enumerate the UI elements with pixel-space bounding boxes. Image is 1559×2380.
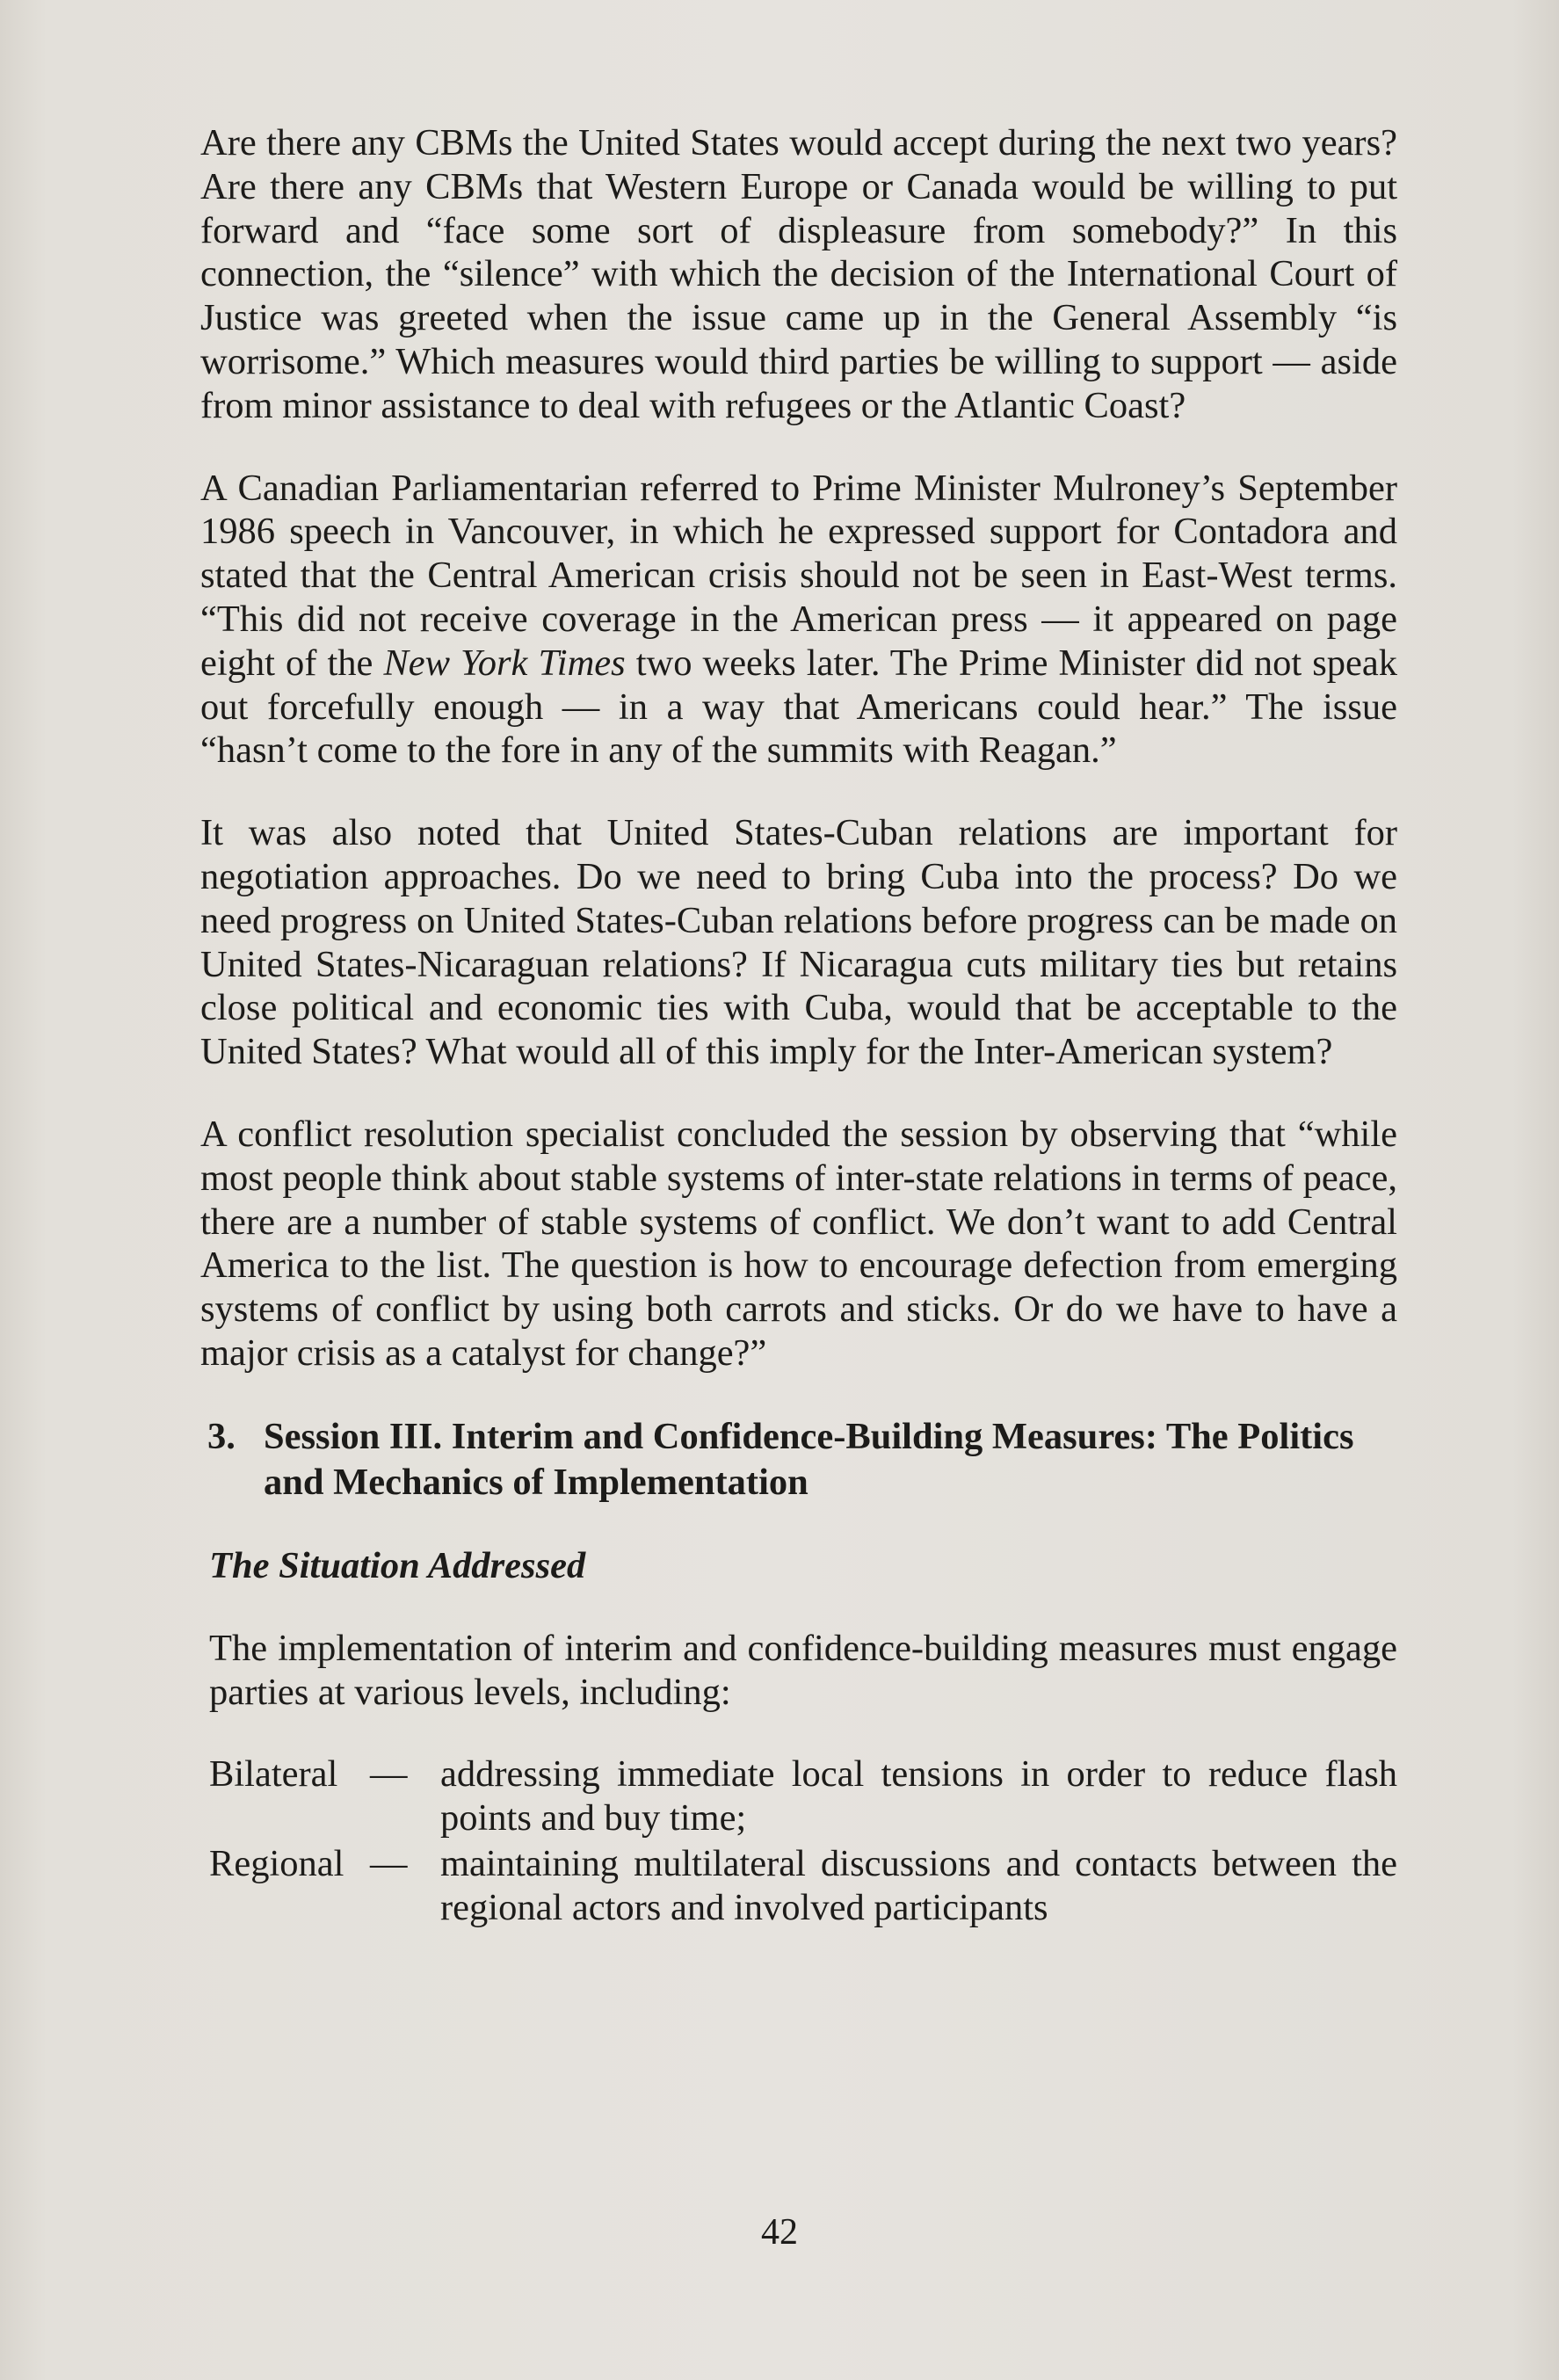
page-number: 42 (761, 2212, 798, 2253)
section-number: 3. (207, 1415, 236, 1457)
page-body (200, 121, 1397, 1932)
paragraph-cbms-questions: Are there any CBMs the United States would accept during the next two years? Are there any CBMs that Western Europe or Canada would be willing to put forward and “face some sort of displeasure from somebody?” In this connection, the “silence” with which the decision of the International Court of Justice was greeted when the issue came up in the General Assembly “is worrisome.” Which measures would third parties be willing to support — aside from minor assistance to deal with refugees or the Atlantic Coast? (200, 122, 1397, 426)
level-description: maintaining multilateral discussions and contacts between the regional actors and involved participants (440, 1843, 1397, 1929)
paragraph-intro: The implementation of interim and confidence-building measures must engage parties at various levels, including: (209, 1627, 1397, 1713)
level-item-regional (209, 1842, 1397, 1930)
paragraph-text-after: two weeks later. The Prime Minister did not speak out forcefully enough — in a way that Americans could hear.” The issue “hasn’t come to the fore in any of the summits with Reagan.” (200, 642, 1398, 772)
level-term: Bilateral (209, 1753, 338, 1796)
paragraph-us-cuban-relations: It was also noted that United States-Cuban relations are important for negotiation approaches. Do we need to bring Cuba into the process? Do we need progress on United States-Cuban relations before progress can be made on United States-Nicaraguan relations? If Nicaragua cuts military ties but retains close political and economic ties with Cuba, would that be acceptable to the United States? What would all of this imply for the Inter-American system? (200, 812, 1397, 1073)
section-title: Session III. Interim and Confidence-Building Measures: The Politics and Mechanics of Implementation (264, 1415, 1354, 1503)
level-dash: — (370, 1753, 408, 1796)
subsection-heading: The Situation Addressed (209, 1544, 586, 1586)
paragraph-canadian-parliamentarian (200, 467, 1397, 773)
level-term: Regional (209, 1843, 344, 1885)
paragraph-text-before: A Canadian Parliamentarian referred to Prime Minister Mulroney’s September 1986 speech in Vancouver, in which he expressed support for Contadora and stated that the Central American crisis should not be seen in East-West terms. “This did not receive coverage in the American press — it appeared on page eight of the (200, 467, 1397, 684)
publication-title: New York Times (383, 642, 626, 684)
paragraph-conflict-resolution: A conflict resolution specialist concluded the session by observing that “while most people think about stable systems of inter-state relations in terms of peace, there are a number of stable systems of conflict. We don’t want to add Central America to the list. The question is how to encourage defection from emerging systems of conflict by using both carrots and sticks. Or do we have to have a major crisis as a catalyst for change?” (200, 1113, 1397, 1374)
level-dash: — (370, 1843, 408, 1885)
section-heading (200, 1414, 1397, 1506)
levels-list (209, 1752, 1397, 1930)
level-description: addressing immediate local tensions in order to reduce flash points and buy time; (440, 1753, 1397, 1839)
level-item-bilateral (209, 1752, 1397, 1840)
